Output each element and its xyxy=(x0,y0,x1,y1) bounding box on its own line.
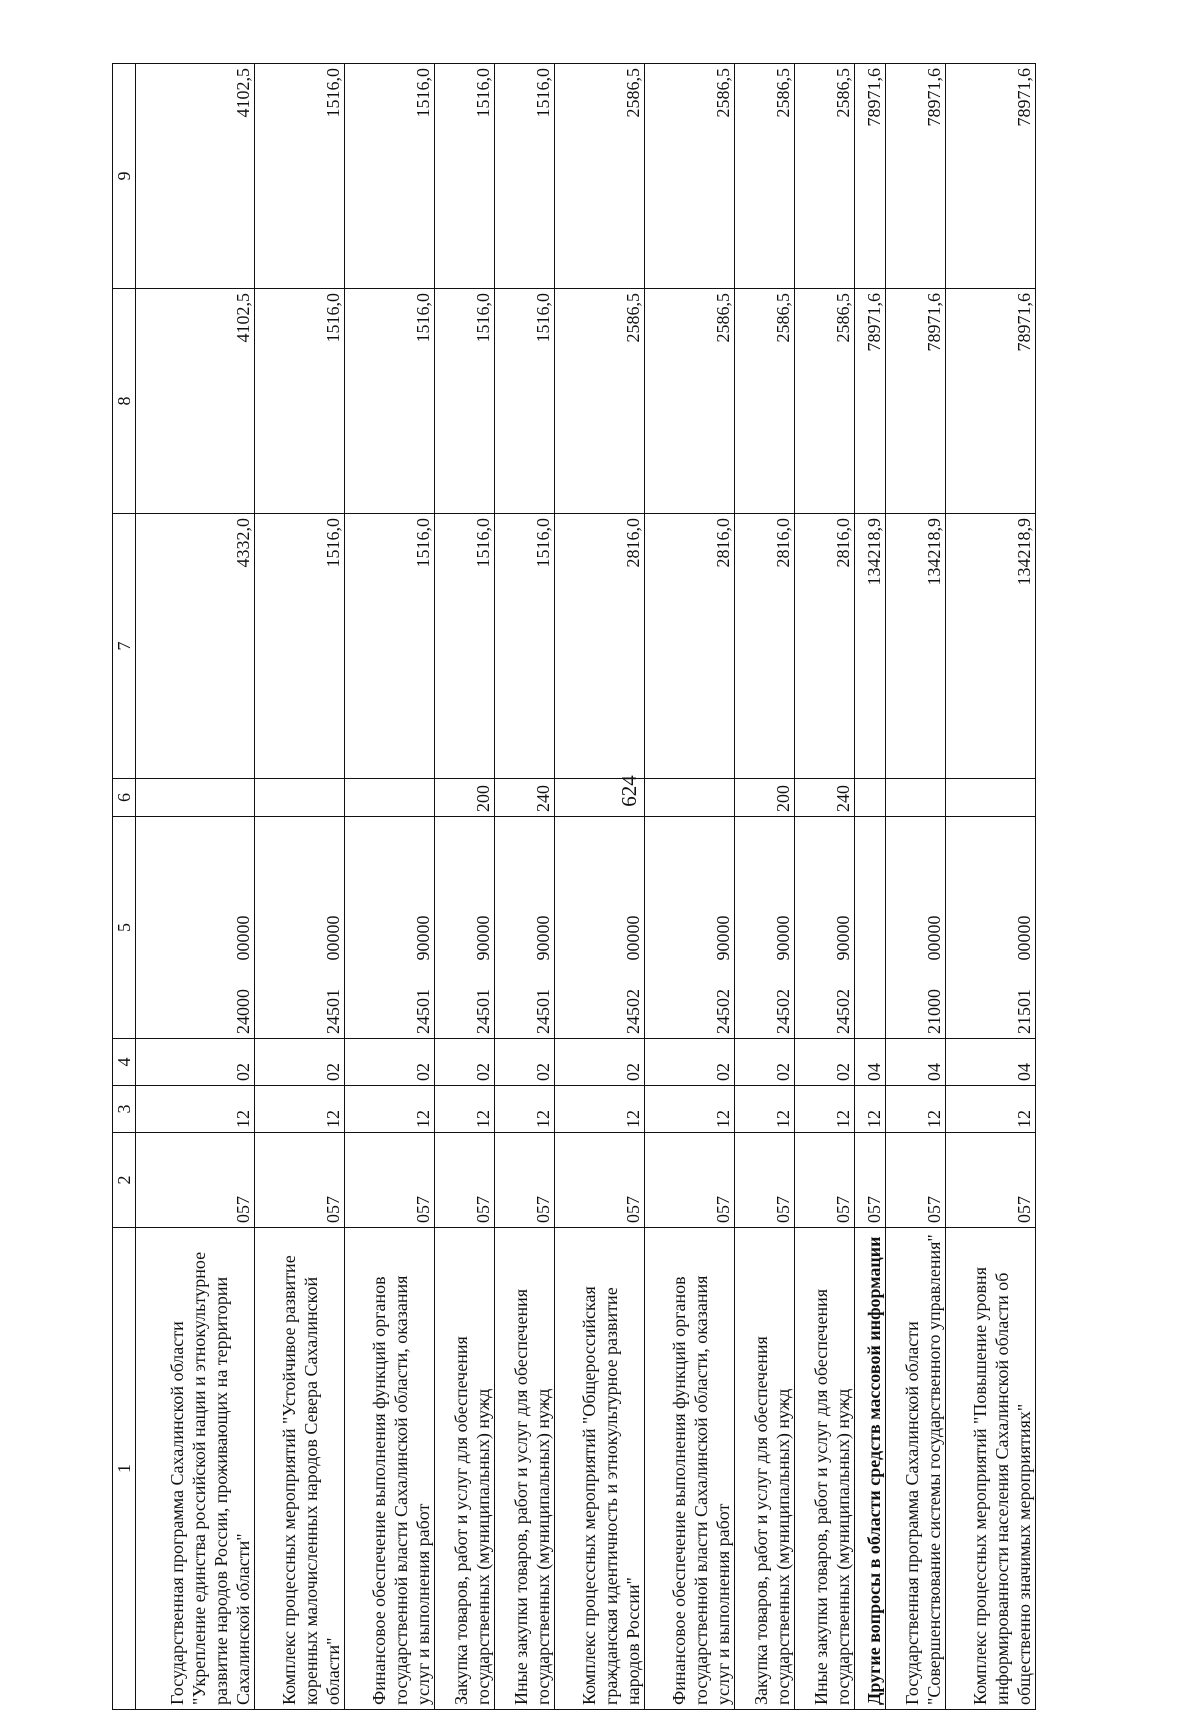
expense-type-code xyxy=(255,779,345,817)
amount-col-9: 1516,0 xyxy=(344,64,434,289)
section-code: 12 xyxy=(644,1086,734,1133)
table-row xyxy=(136,64,255,1710)
amount-col-9: 1516,0 xyxy=(255,64,345,289)
amount-col-7: 1516,0 xyxy=(255,514,345,779)
amount-col-8: 2586,5 xyxy=(644,289,734,514)
amount-col-7: 4332,0 xyxy=(136,514,255,779)
target-article-code: 24000 00000 xyxy=(136,817,255,1039)
row-name: Закупка товаров, работ и услуг для обеспечения государственных (муниципальных) нужд xyxy=(734,1228,794,1710)
section-code: 12 xyxy=(885,1086,945,1133)
target-article-code: 21000 00000 xyxy=(885,817,945,1039)
amount-col-9: 78971,6 xyxy=(885,64,945,289)
table-row-section xyxy=(855,64,886,1710)
ministry-code: 057 xyxy=(946,1133,1036,1228)
subsection-code: 02 xyxy=(644,1039,734,1086)
ministry-code: 057 xyxy=(644,1133,734,1228)
ministry-code: 057 xyxy=(885,1133,945,1228)
amount-col-8: 2586,5 xyxy=(794,289,854,514)
section-code: 12 xyxy=(255,1086,345,1133)
amount-col-8: 2586,5 xyxy=(555,289,645,514)
ministry-code: 057 xyxy=(734,1133,794,1228)
section-code: 12 xyxy=(794,1086,854,1133)
subsection-code: 02 xyxy=(255,1039,345,1086)
amount-col-9: 1516,0 xyxy=(494,64,554,289)
expense-type-code xyxy=(136,779,255,817)
amount-col-9: 1516,0 xyxy=(434,64,494,289)
header-col-2: 2 xyxy=(113,1133,136,1228)
table-row xyxy=(555,64,645,1710)
target-article-code: 24501 00000 xyxy=(255,817,345,1039)
row-name: Закупка товаров, работ и услуг для обеспечения государственных (муниципальных) нужд xyxy=(434,1228,494,1710)
amount-col-7: 2816,0 xyxy=(734,514,794,779)
row-name: Иные закупки товаров, работ и услуг для обеспечения государственных (муниципальных) нужд xyxy=(494,1228,554,1710)
header-col-1: 1 xyxy=(113,1228,136,1710)
budget-table xyxy=(112,63,1036,1710)
amount-col-8: 1516,0 xyxy=(344,289,434,514)
amount-col-9: 2586,5 xyxy=(734,64,794,289)
expense-type-code xyxy=(555,779,645,817)
target-article-code: 24502 90000 xyxy=(794,817,854,1039)
row-name: Комплекс процессных мероприятий "Повышение уровня информированности населения Сахалинской области об общественно значимых мероприятиях" xyxy=(946,1228,1036,1710)
amount-col-7: 134218,9 xyxy=(885,514,945,779)
section-code: 12 xyxy=(855,1086,886,1133)
subsection-code: 04 xyxy=(885,1039,945,1086)
row-name: Комплекс процессных мероприятий "Общероссийская гражданская идентичность и этнокультурное развитие народов России" xyxy=(555,1228,645,1710)
amount-col-7: 2816,0 xyxy=(555,514,645,779)
expense-type-code xyxy=(885,779,945,817)
amount-col-9: 78971,6 xyxy=(946,64,1036,289)
subsection-code: 02 xyxy=(344,1039,434,1086)
page-number: 624 xyxy=(617,775,641,807)
subsection-code: 04 xyxy=(946,1039,1036,1086)
expense-type-code: 240 xyxy=(794,779,854,817)
expense-type-code xyxy=(855,779,886,817)
amount-col-9: 4102,5 xyxy=(136,64,255,289)
amount-col-7: 2816,0 xyxy=(794,514,854,779)
amount-col-9: 2586,5 xyxy=(644,64,734,289)
target-article-code: 24502 90000 xyxy=(644,817,734,1039)
amount-col-9: 2586,5 xyxy=(555,64,645,289)
header-row xyxy=(113,64,136,1710)
amount-col-7: 134218,9 xyxy=(946,514,1036,779)
subsection-code: 02 xyxy=(794,1039,854,1086)
table-row xyxy=(734,64,794,1710)
header-col-7: 7 xyxy=(113,514,136,779)
amount-col-8: 1516,0 xyxy=(434,289,494,514)
ministry-code: 057 xyxy=(794,1133,854,1228)
amount-col-8: 78971,6 xyxy=(946,289,1036,514)
expense-type-code xyxy=(644,779,734,817)
subsection-code: 02 xyxy=(734,1039,794,1086)
amount-col-7: 1516,0 xyxy=(434,514,494,779)
row-name: Комплекс процессных мероприятий "Устойчивое развитие коренных малочисленных народов Севера Сахалинской области" xyxy=(255,1228,345,1710)
ministry-code: 057 xyxy=(255,1133,345,1228)
table-row xyxy=(794,64,854,1710)
row-name: Иные закупки товаров, работ и услуг для обеспечения государственных (муниципальных) нужд xyxy=(794,1228,854,1710)
amount-col-8: 2586,5 xyxy=(734,289,794,514)
amount-col-7: 1516,0 xyxy=(344,514,434,779)
expense-type-code xyxy=(946,779,1036,817)
amount-col-8: 1516,0 xyxy=(255,289,345,514)
table-row xyxy=(434,64,494,1710)
budget-table-rotated xyxy=(112,64,1036,1710)
amount-col-8: 78971,6 xyxy=(855,289,886,514)
ministry-code: 057 xyxy=(434,1133,494,1228)
target-article-code: 24501 90000 xyxy=(434,817,494,1039)
table-row xyxy=(946,64,1036,1710)
amount-col-7: 2816,0 xyxy=(644,514,734,779)
expense-type-code: 200 xyxy=(734,779,794,817)
target-article-code xyxy=(855,817,886,1039)
header-col-8: 8 xyxy=(113,289,136,514)
amount-col-9: 2586,5 xyxy=(794,64,854,289)
amount-col-8: 4102,5 xyxy=(136,289,255,514)
header-col-3: 3 xyxy=(113,1086,136,1133)
table-row xyxy=(644,64,734,1710)
ministry-code: 057 xyxy=(494,1133,554,1228)
section-code: 12 xyxy=(946,1086,1036,1133)
ministry-code: 057 xyxy=(555,1133,645,1228)
amount-col-7: 134218,9 xyxy=(855,514,886,779)
expense-type-code xyxy=(344,779,434,817)
subsection-code: 02 xyxy=(434,1039,494,1086)
header-col-5: 5 xyxy=(113,817,136,1039)
amount-col-9: 78971,6 xyxy=(855,64,886,289)
table-row xyxy=(255,64,345,1710)
subsection-code: 02 xyxy=(555,1039,645,1086)
row-name: Государственная программа Сахалинской области "Совершенствование системы государственного управления" xyxy=(885,1228,945,1710)
ministry-code: 057 xyxy=(855,1133,886,1228)
amount-col-8: 1516,0 xyxy=(494,289,554,514)
header-col-9: 9 xyxy=(113,64,136,289)
row-name: Финансовое обеспечение выполнения функций органов государственной власти Сахалинской области, оказания услуг и выполнения работ xyxy=(344,1228,434,1710)
table-row xyxy=(885,64,945,1710)
header-col-4: 4 xyxy=(113,1039,136,1086)
expense-type-code: 200 xyxy=(434,779,494,817)
section-code: 12 xyxy=(555,1086,645,1133)
section-code: 12 xyxy=(344,1086,434,1133)
target-article-code: 24502 90000 xyxy=(734,817,794,1039)
section-code: 12 xyxy=(434,1086,494,1133)
table-row xyxy=(344,64,434,1710)
section-code: 12 xyxy=(734,1086,794,1133)
subsection-code: 04 xyxy=(855,1039,886,1086)
row-name: Государственная программа Сахалинской области "Укрепление единства российской нации и этнокультурное развитие народов России, проживающих на территории Сахалинской области" xyxy=(136,1228,255,1710)
row-name: Финансовое обеспечение выполнения функций органов государственной власти Сахалинской области, оказания услуг и выполнения работ xyxy=(644,1228,734,1710)
target-article-code: 24502 00000 xyxy=(555,817,645,1039)
row-name: Другие вопросы в области средств массовой информации xyxy=(855,1228,886,1710)
ministry-code: 057 xyxy=(136,1133,255,1228)
subsection-code: 02 xyxy=(136,1039,255,1086)
header-col-6: 6 xyxy=(113,779,136,817)
ministry-code: 057 xyxy=(344,1133,434,1228)
subsection-code: 02 xyxy=(494,1039,554,1086)
section-code: 12 xyxy=(494,1086,554,1133)
amount-col-8: 78971,6 xyxy=(885,289,945,514)
target-article-code: 24501 90000 xyxy=(344,817,434,1039)
target-article-code: 21501 00000 xyxy=(946,817,1036,1039)
table-row xyxy=(494,64,554,1710)
section-code: 12 xyxy=(136,1086,255,1133)
target-article-code: 24501 90000 xyxy=(494,817,554,1039)
amount-col-7: 1516,0 xyxy=(494,514,554,779)
expense-type-code: 240 xyxy=(494,779,554,817)
